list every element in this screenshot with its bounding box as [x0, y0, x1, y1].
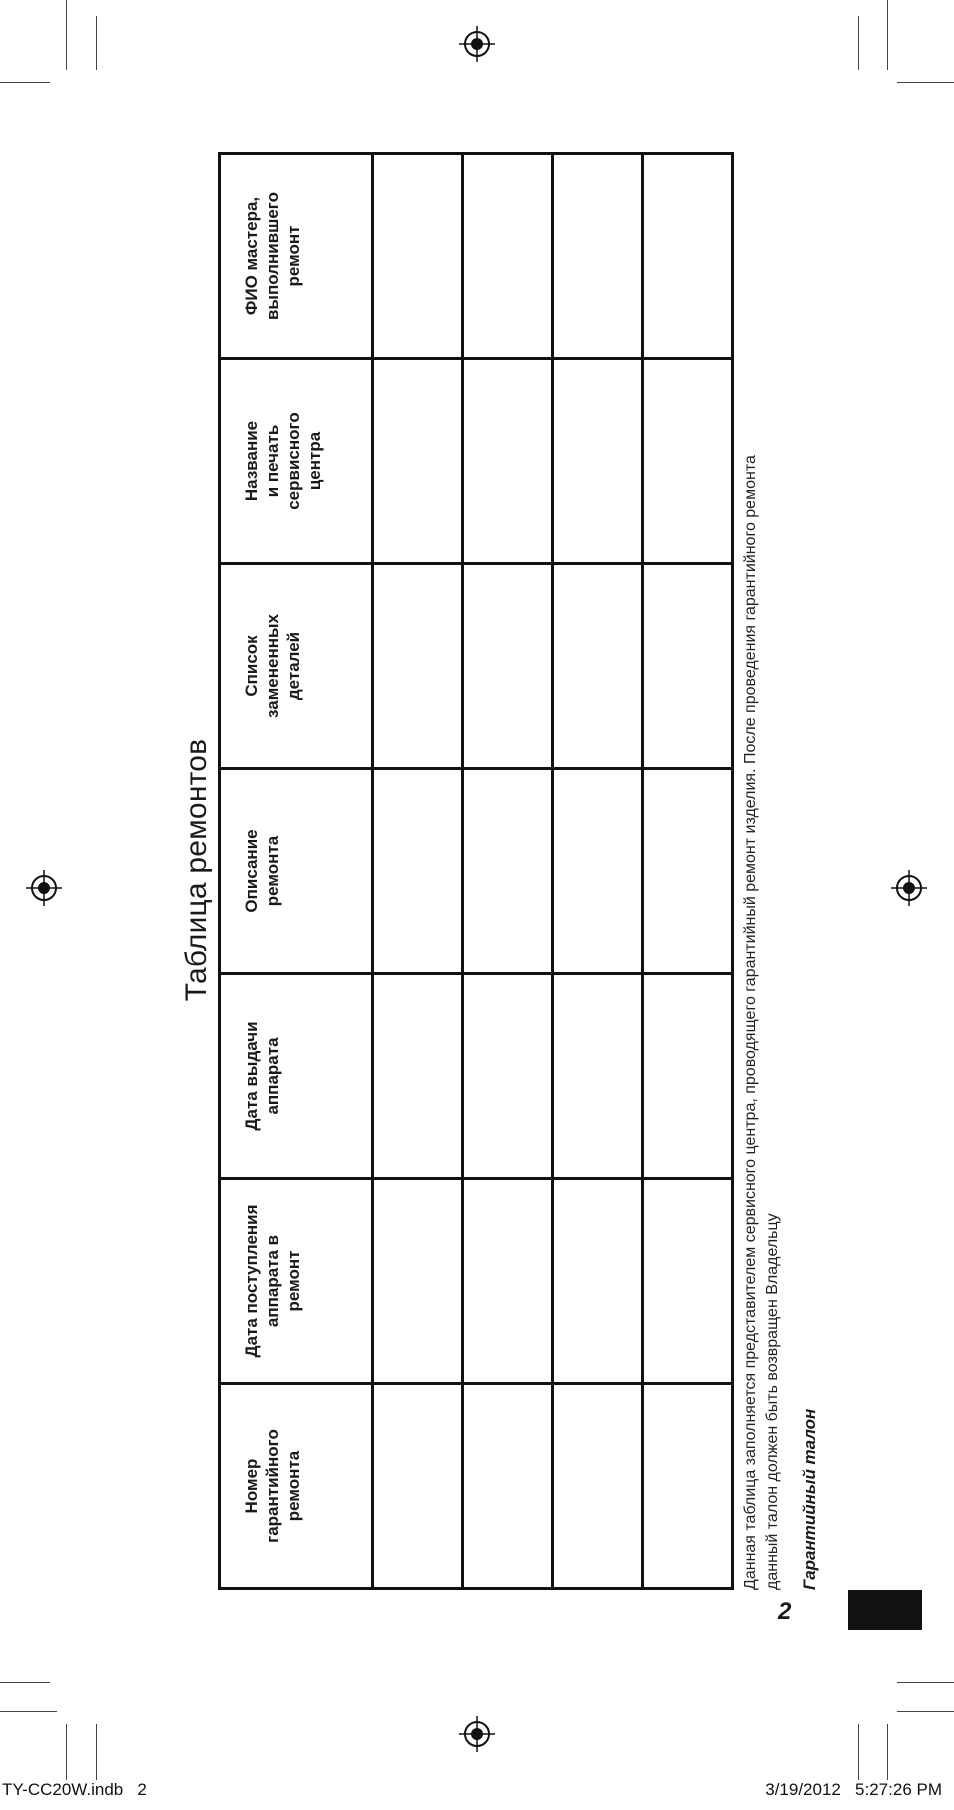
crop-mark	[66, 0, 67, 70]
footnote-line: Данная таблица заполняется представителем сервисного центра, проводящего гарантийный ремонт изделия. После проведения гарантийного ремонта	[742, 455, 759, 1590]
repair-table	[218, 152, 734, 1590]
table-cell	[643, 1384, 733, 1589]
table-cell	[553, 769, 643, 974]
print-slug-filename: TY-CC20W.indb 2	[2, 1780, 147, 1799]
crop-mark	[0, 1711, 57, 1712]
crop-mark	[887, 0, 888, 70]
crop-mark	[66, 1724, 67, 1780]
table-cell	[553, 564, 643, 769]
crop-mark	[858, 1724, 859, 1780]
print-slug-timestamp: 3/19/2012 5:27:26 PM	[765, 1780, 942, 1799]
table-cell	[373, 1179, 463, 1384]
table-cell	[463, 154, 553, 359]
column-header-replaced-parts: Список замененных деталей	[220, 564, 373, 769]
table-cell	[643, 564, 733, 769]
rotated-page-content	[180, 150, 820, 1590]
table-cell	[643, 769, 733, 974]
column-header-received-date: Дата поступления аппарата в ремонт	[220, 1179, 373, 1384]
table-cell	[463, 1179, 553, 1384]
column-header-repair-number: Номер гарантийного ремонта	[220, 1384, 373, 1589]
page-title: Таблица ремонтов	[180, 738, 213, 1002]
table-cell	[373, 1384, 463, 1589]
registration-mark-icon	[26, 870, 62, 906]
table-cell	[553, 359, 643, 564]
column-header-return-date: Дата выдачи аппарата	[220, 974, 373, 1179]
crop-mark	[858, 16, 859, 70]
table-cell	[553, 974, 643, 1179]
column-header-service-center: Название и печать сервисного центра	[220, 359, 373, 564]
crop-mark	[96, 1724, 97, 1780]
crop-mark	[897, 1711, 954, 1712]
table-cell	[373, 154, 463, 359]
table-cell	[463, 974, 553, 1179]
crop-mark	[0, 1682, 50, 1683]
registration-mark-icon	[459, 26, 495, 62]
column-header-technician: ФИО мастера, выполнившего ремонт	[220, 154, 373, 359]
table-row	[373, 154, 463, 1589]
table-cell	[373, 974, 463, 1179]
footnote	[740, 160, 784, 1590]
table-cell	[643, 1179, 733, 1384]
crop-mark	[0, 82, 50, 83]
table-cell	[553, 154, 643, 359]
table-cell	[373, 564, 463, 769]
table-cell	[463, 769, 553, 974]
table-cell	[643, 359, 733, 564]
section-label: Гарантийный талон	[800, 1408, 819, 1590]
table-row	[463, 154, 553, 1589]
crop-mark	[887, 1724, 888, 1780]
table-cell	[553, 1384, 643, 1589]
crop-mark	[96, 16, 97, 70]
table-cell	[463, 1384, 553, 1589]
table-row	[553, 154, 643, 1589]
table-cell	[463, 359, 553, 564]
table-header-row	[220, 154, 373, 1589]
footnote-line: данный талон должен быть возвращен Владельцу	[764, 1213, 781, 1590]
registration-mark-icon	[459, 1716, 495, 1752]
registration-mark-icon	[891, 870, 927, 906]
crop-mark	[897, 1682, 954, 1683]
crop-mark	[897, 82, 954, 83]
table-cell	[373, 769, 463, 974]
page-number: 2	[778, 1598, 792, 1625]
table-cell	[553, 1179, 643, 1384]
table-row	[643, 154, 733, 1589]
column-header-repair-description: Описание ремонта	[220, 769, 373, 974]
table-cell	[643, 154, 733, 359]
section-tab-marker	[848, 1590, 922, 1630]
table-cell	[373, 359, 463, 564]
table-cell	[463, 564, 553, 769]
table-cell	[643, 974, 733, 1179]
